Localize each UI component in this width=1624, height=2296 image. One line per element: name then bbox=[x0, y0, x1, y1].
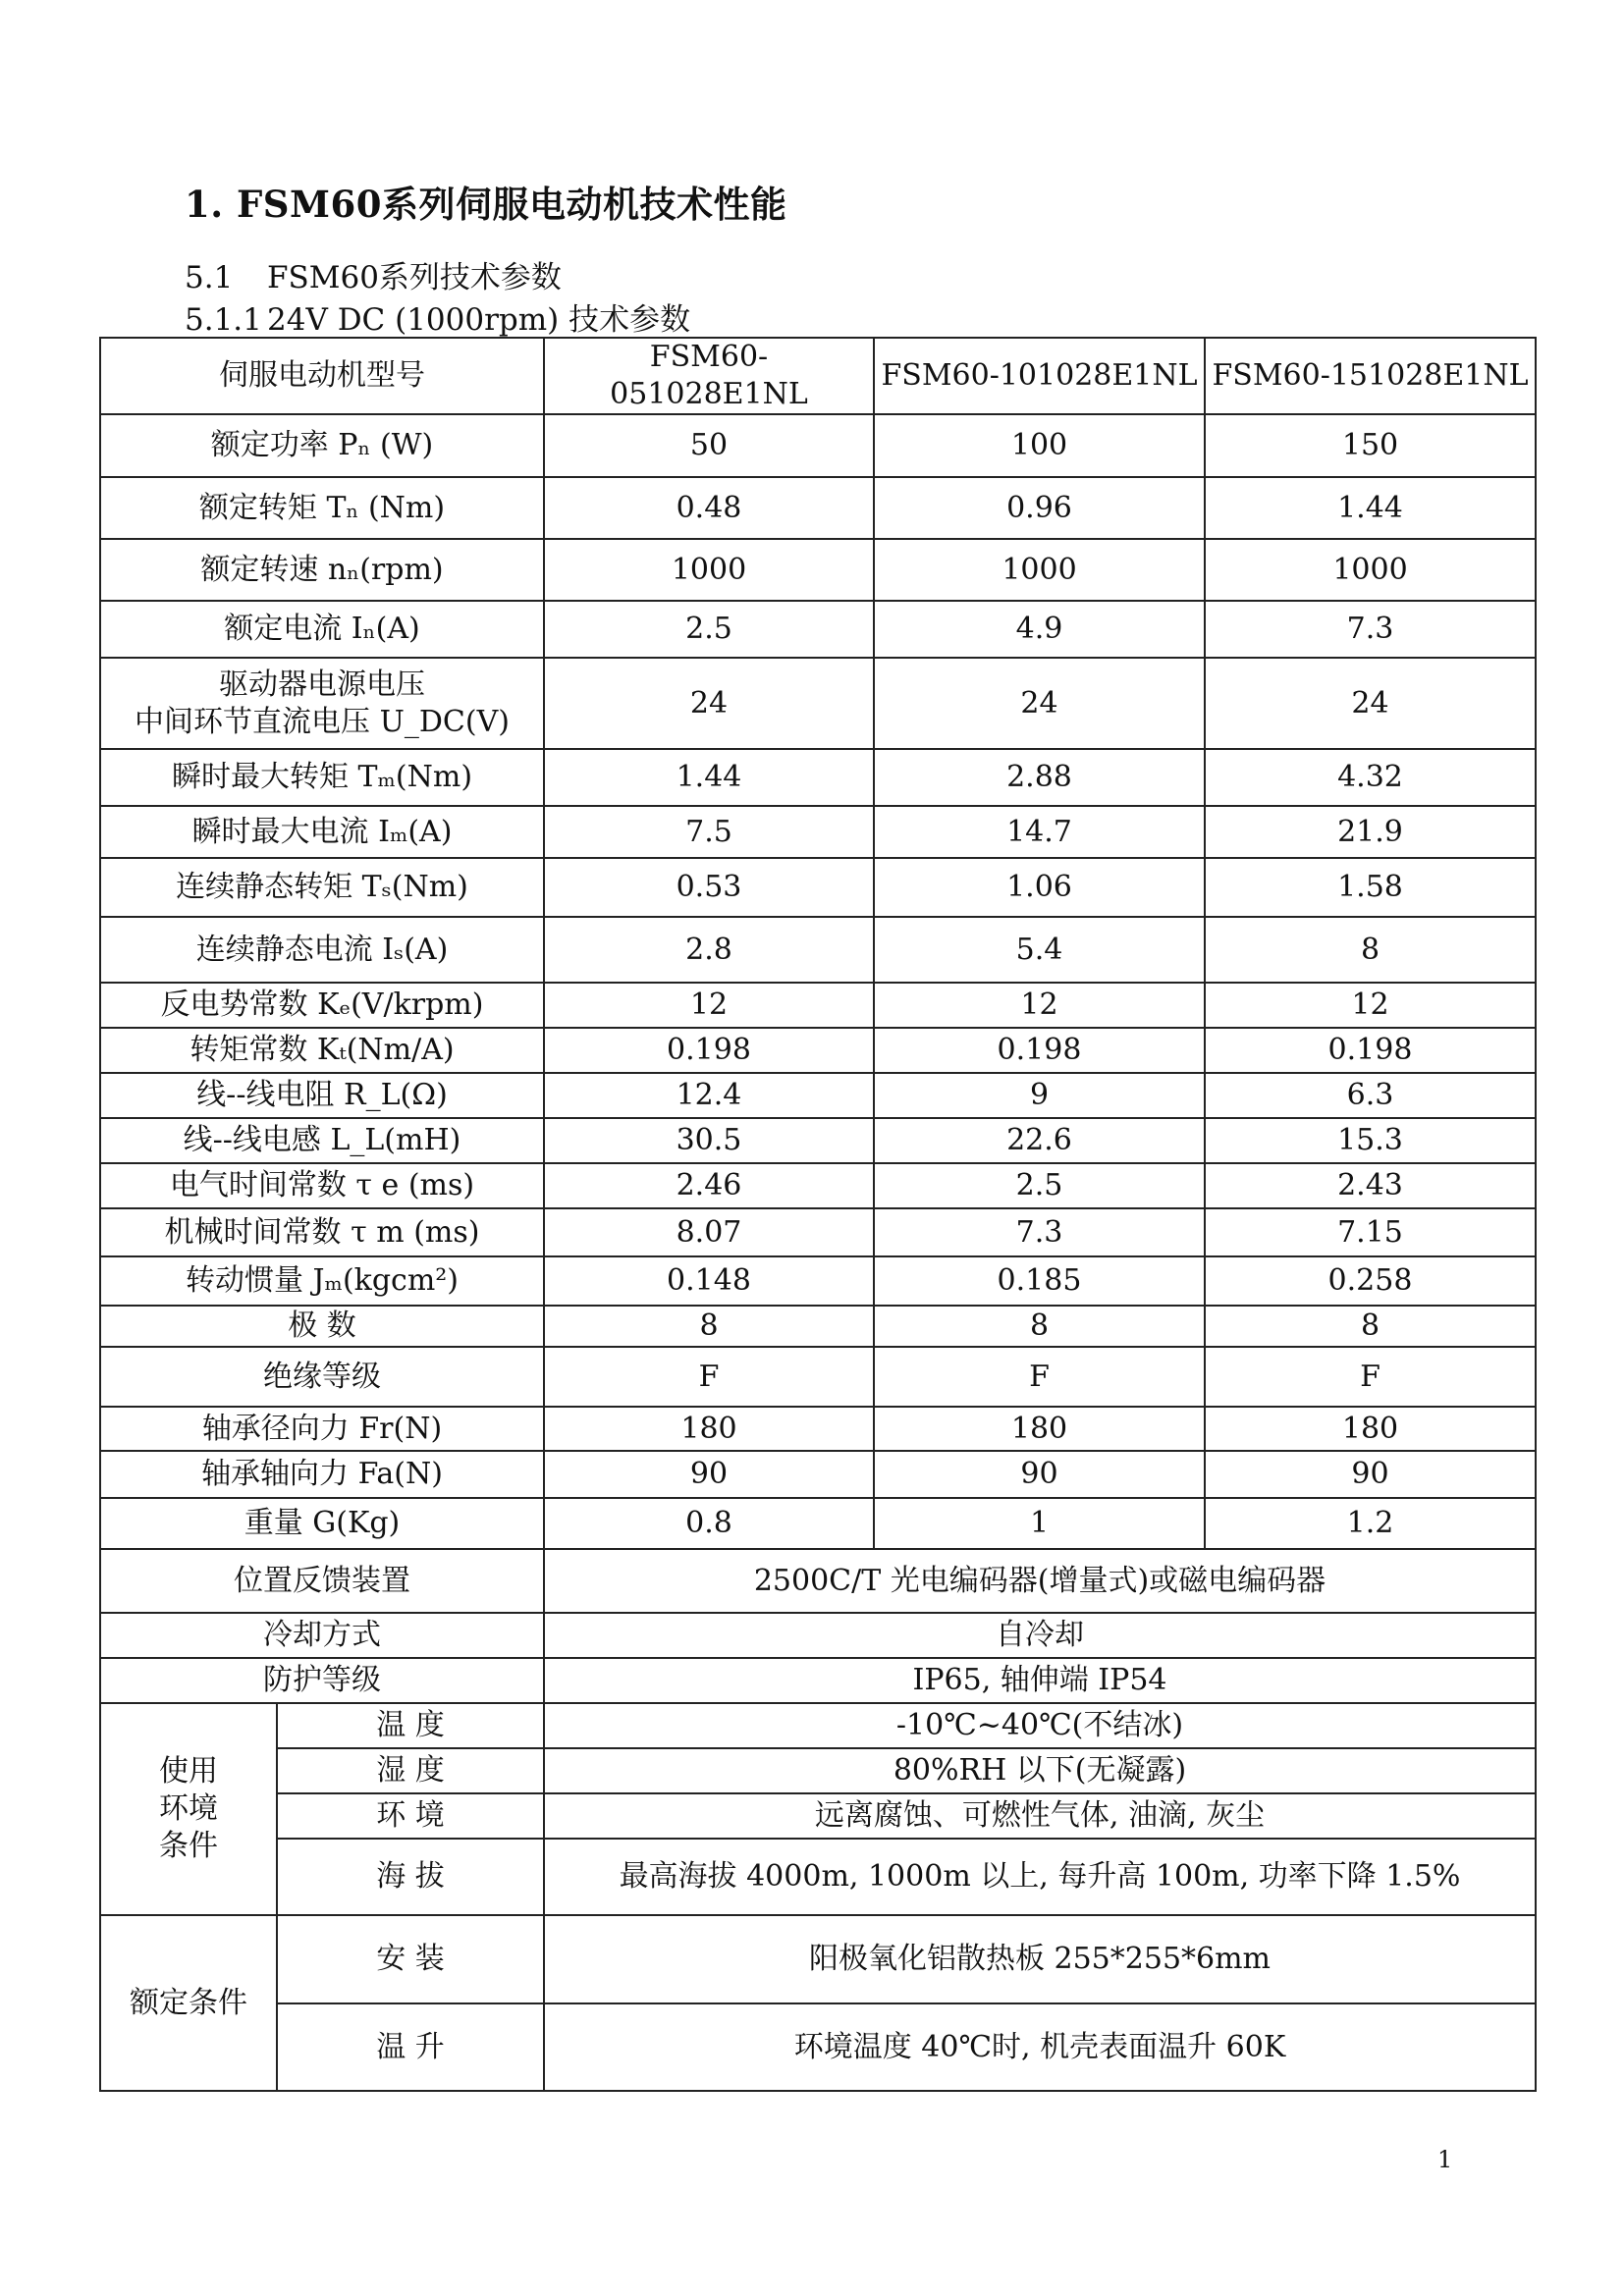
table-row bbox=[100, 1498, 1536, 1549]
cell-value: 1 bbox=[874, 1498, 1205, 1549]
table-row bbox=[100, 983, 1536, 1028]
cell-value: 12 bbox=[1205, 983, 1536, 1028]
cell-value: 12 bbox=[544, 983, 874, 1028]
sub-label: 海 拔 bbox=[277, 1839, 544, 1915]
row-label: 连续静态转矩 Tₛ(Nm) bbox=[100, 858, 544, 917]
cell-value: 5.4 bbox=[874, 917, 1205, 983]
table-row bbox=[100, 414, 1536, 477]
header-cell: 伺服电动机型号 bbox=[100, 338, 544, 414]
cell-value: 180 bbox=[1205, 1407, 1536, 1451]
sub-label: 温 度 bbox=[277, 1703, 544, 1748]
header-cell: FSM60-151028E1NL bbox=[1205, 338, 1536, 414]
table-row bbox=[100, 1028, 1536, 1073]
cell-value: 2.8 bbox=[544, 917, 874, 983]
cell-value: 8 bbox=[544, 1306, 874, 1347]
cell-value: 22.6 bbox=[874, 1118, 1205, 1163]
cell-value: 8 bbox=[1205, 917, 1536, 983]
cell-value: 阳极氧化铝散热板 255*255*6mm bbox=[544, 1915, 1536, 2003]
cell-value: 4.32 bbox=[1205, 749, 1536, 806]
cell-value: 1.06 bbox=[874, 858, 1205, 917]
row-label: 额定转速 nₙ(rpm) bbox=[100, 539, 544, 601]
cell-value: 0.96 bbox=[874, 477, 1205, 539]
cell-value: 2.5 bbox=[544, 601, 874, 658]
cell-value: 8 bbox=[874, 1306, 1205, 1347]
row-label: 位置反馈装置 bbox=[100, 1549, 544, 1613]
table-row bbox=[100, 917, 1536, 983]
rated-group-label: 额定条件 bbox=[100, 1915, 277, 2091]
row-label: 绝缘等级 bbox=[100, 1347, 544, 1407]
cell-value: 7.3 bbox=[1205, 601, 1536, 658]
cell-value: 24 bbox=[874, 658, 1205, 749]
row-label-two-line bbox=[100, 658, 544, 749]
cell-value: 0.198 bbox=[544, 1028, 874, 1073]
table-row bbox=[100, 1118, 1536, 1163]
row-label: 额定转矩 Tₙ (Nm) bbox=[100, 477, 544, 539]
row-label: 转动惯量 Jₘ(kgcm²) bbox=[100, 1256, 544, 1306]
cell-value: 2.88 bbox=[874, 749, 1205, 806]
table-row-rated bbox=[100, 1915, 1536, 2003]
row-label: 连续静态电流 Iₛ(A) bbox=[100, 917, 544, 983]
subsubsection-number: 5.1.1 bbox=[185, 302, 262, 338]
env-label-line: 使用 bbox=[159, 1754, 218, 1789]
cell-value: -10℃~40℃(不结冰) bbox=[544, 1703, 1536, 1748]
cell-value: 1.58 bbox=[1205, 858, 1536, 917]
row-label: 防护等级 bbox=[100, 1658, 544, 1703]
cell-value: F bbox=[874, 1347, 1205, 1407]
table-header-row bbox=[100, 338, 1536, 414]
table-row-merged bbox=[100, 1549, 1536, 1613]
cell-value: 7.3 bbox=[874, 1208, 1205, 1256]
section-title: 1. FSM60系列伺服电动机技术性能 bbox=[185, 183, 787, 226]
row-label: 额定功率 Pₙ (W) bbox=[100, 414, 544, 477]
row-label: 线--线电感 L_L(mH) bbox=[100, 1118, 544, 1163]
row-label: 机械时间常数 τ m (ms) bbox=[100, 1208, 544, 1256]
env-label-line: 环境 bbox=[159, 1791, 218, 1826]
page-number: 1 bbox=[1437, 2146, 1453, 2173]
cell-value: 0.148 bbox=[544, 1256, 874, 1306]
cell-value: 1.44 bbox=[1205, 477, 1536, 539]
cell-value: 最高海拔 4000m, 1000m 以上, 每升高 100m, 功率下降 1.5% bbox=[544, 1839, 1536, 1915]
cell-value: 远离腐蚀、可燃性气体, 油滴, 灰尘 bbox=[544, 1793, 1536, 1839]
cell-value: 8 bbox=[1205, 1306, 1536, 1347]
cell-value: 2.5 bbox=[874, 1163, 1205, 1208]
subsection-title: FSM60系列技术参数 bbox=[267, 260, 562, 295]
env-group-label bbox=[100, 1703, 277, 1915]
cell-value: 2.46 bbox=[544, 1163, 874, 1208]
row-label: 转矩常数 Kₜ(Nm/A) bbox=[100, 1028, 544, 1073]
row-label: 极 数 bbox=[100, 1306, 544, 1347]
cell-value: 9 bbox=[874, 1073, 1205, 1118]
cell-value: F bbox=[1205, 1347, 1536, 1407]
table-row bbox=[100, 1347, 1536, 1407]
table-row bbox=[100, 1163, 1536, 1208]
row-label: 冷却方式 bbox=[100, 1613, 544, 1658]
cell-value: 30.5 bbox=[544, 1118, 874, 1163]
cell-value: 24 bbox=[1205, 658, 1536, 749]
cell-value: 100 bbox=[874, 414, 1205, 477]
cell-value: 80%RH 以下(无凝露) bbox=[544, 1748, 1536, 1793]
env-label-line: 条件 bbox=[159, 1829, 218, 1863]
table-row bbox=[100, 1306, 1536, 1347]
table-row bbox=[100, 1256, 1536, 1306]
spec-table bbox=[99, 337, 1537, 2092]
table-row-env bbox=[100, 1703, 1536, 1748]
table-row bbox=[100, 477, 1536, 539]
table-row bbox=[100, 858, 1536, 917]
cell-value: 180 bbox=[544, 1407, 874, 1451]
cell-value: 2500C/T 光电编码器(增量式)或磁电编码器 bbox=[544, 1549, 1536, 1613]
row-label-line: 驱动器电源电压 bbox=[219, 667, 425, 702]
table-row-env bbox=[100, 1839, 1536, 1915]
table-row bbox=[100, 749, 1536, 806]
cell-value: 0.198 bbox=[1205, 1028, 1536, 1073]
row-label: 额定电流 Iₙ(A) bbox=[100, 601, 544, 658]
cell-value: 14.7 bbox=[874, 806, 1205, 858]
table-row-merged bbox=[100, 1613, 1536, 1658]
cell-value: 0.8 bbox=[544, 1498, 874, 1549]
cell-value: 24 bbox=[544, 658, 874, 749]
sub-label: 温 升 bbox=[277, 2003, 544, 2091]
row-label: 轴承径向力 Fr(N) bbox=[100, 1407, 544, 1451]
cell-value: 12 bbox=[874, 983, 1205, 1028]
table-row-env bbox=[100, 1748, 1536, 1793]
cell-value: 1000 bbox=[874, 539, 1205, 601]
cell-value: 环境温度 40℃时, 机壳表面温升 60K bbox=[544, 2003, 1536, 2091]
cell-value: 21.9 bbox=[1205, 806, 1536, 858]
table-row bbox=[100, 1208, 1536, 1256]
row-label: 瞬时最大转矩 Tₘ(Nm) bbox=[100, 749, 544, 806]
table-row bbox=[100, 601, 1536, 658]
row-label: 反电势常数 Kₑ(V/krpm) bbox=[100, 983, 544, 1028]
cell-value: 150 bbox=[1205, 414, 1536, 477]
row-label-line: 中间环节直流电压 U_DC(V) bbox=[135, 704, 510, 739]
cell-value: 0.48 bbox=[544, 477, 874, 539]
row-label: 线--线电阻 R_L(Ω) bbox=[100, 1073, 544, 1118]
sub-label: 湿 度 bbox=[277, 1748, 544, 1793]
cell-value: 50 bbox=[544, 414, 874, 477]
row-label: 瞬时最大电流 Iₘ(A) bbox=[100, 806, 544, 858]
table-row-rated bbox=[100, 2003, 1536, 2091]
cell-value: 7.5 bbox=[544, 806, 874, 858]
cell-value: 0.185 bbox=[874, 1256, 1205, 1306]
sub-label: 安 装 bbox=[277, 1915, 544, 2003]
cell-value: 自冷却 bbox=[544, 1613, 1536, 1658]
cell-value: 1000 bbox=[544, 539, 874, 601]
table-row bbox=[100, 806, 1536, 858]
cell-value: 1.2 bbox=[1205, 1498, 1536, 1549]
sub-label: 环 境 bbox=[277, 1793, 544, 1839]
header-cell: FSM60-051028E1NL bbox=[544, 338, 874, 414]
row-label: 电气时间常数 τ e (ms) bbox=[100, 1163, 544, 1208]
cell-value: 180 bbox=[874, 1407, 1205, 1451]
cell-value: 90 bbox=[544, 1451, 874, 1498]
cell-value: 0.198 bbox=[874, 1028, 1205, 1073]
cell-value: 8.07 bbox=[544, 1208, 874, 1256]
cell-value: 2.43 bbox=[1205, 1163, 1536, 1208]
cell-value: 1000 bbox=[1205, 539, 1536, 601]
subsection-number: 5.1 bbox=[185, 260, 234, 295]
header-cell: FSM60-101028E1NL bbox=[874, 338, 1205, 414]
table-row-env bbox=[100, 1793, 1536, 1839]
cell-value: 1.44 bbox=[544, 749, 874, 806]
subsubsection-title: 24V DC (1000rpm) 技术参数 bbox=[267, 302, 691, 338]
cell-value: 15.3 bbox=[1205, 1118, 1536, 1163]
table-row bbox=[100, 1073, 1536, 1118]
subsection-heading bbox=[185, 252, 562, 296]
cell-value: IP65, 轴伸端 IP54 bbox=[544, 1658, 1536, 1703]
cell-value: 90 bbox=[874, 1451, 1205, 1498]
cell-value: F bbox=[544, 1347, 874, 1407]
table-row-merged bbox=[100, 1658, 1536, 1703]
table-row bbox=[100, 658, 1536, 749]
cell-value: 4.9 bbox=[874, 601, 1205, 658]
row-label: 重量 G(Kg) bbox=[100, 1498, 544, 1549]
table-row bbox=[100, 539, 1536, 601]
cell-value: 0.258 bbox=[1205, 1256, 1536, 1306]
cell-value: 0.53 bbox=[544, 858, 874, 917]
subsubsection-heading bbox=[185, 294, 690, 339]
cell-value: 12.4 bbox=[544, 1073, 874, 1118]
table-row bbox=[100, 1451, 1536, 1498]
table-row bbox=[100, 1407, 1536, 1451]
cell-value: 7.15 bbox=[1205, 1208, 1536, 1256]
cell-value: 90 bbox=[1205, 1451, 1536, 1498]
cell-value: 6.3 bbox=[1205, 1073, 1536, 1118]
row-label: 轴承轴向力 Fa(N) bbox=[100, 1451, 544, 1498]
